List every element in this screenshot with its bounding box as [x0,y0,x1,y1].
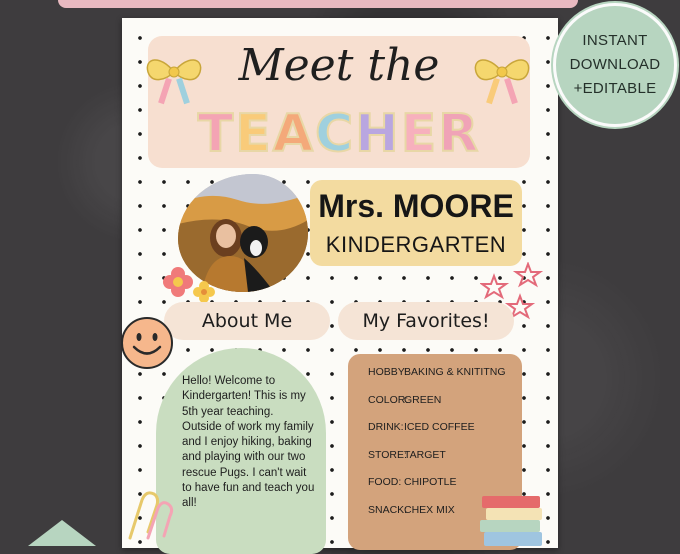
favorite-label: DRINK: [368,421,404,433]
favorite-label: COLOR: [368,393,409,406]
flower-icon [162,262,218,302]
favorite-label: STORE: [368,448,407,461]
teacher-grade: KINDERGARTEN [325,232,507,257]
teacher-letter: H [355,104,401,164]
teacher-name-box [310,180,522,266]
paperclip-icon [120,480,180,540]
favorite-value: ICED COFFEE [404,421,475,433]
favorite-value: TARGET [404,448,446,461]
flyer-page [122,18,558,548]
favorite-value: CHIPOTLE [404,476,457,488]
teacher-letter: E [400,104,439,164]
about-card [156,348,326,554]
favorite-label: HOBBY: [368,366,408,378]
teacher-letter: C [314,104,356,164]
teacher-name: Mrs. MOORE [318,188,514,224]
badge-line-3: +EDITABLE [573,80,657,97]
favorite-row [348,394,522,408]
favorite-value: CHEX MIX [404,503,455,516]
about-me-title: About Me [164,302,330,340]
about-text: Hello! Welcome to Kindergarten! This is my 5th year teaching. Outside of work my family and I enjoy hiking, baking and playing with our two rescue Pugs. I can't wait to have fun and teach you all! [182,375,315,510]
favorite-row [348,421,522,435]
favorite-label: FOOD: [368,476,402,488]
top-strip [58,0,578,8]
books-icon [478,494,548,554]
teacher-letter: T [197,104,236,164]
teacher-letter: E [235,104,273,164]
instant-download-badge [553,3,677,127]
favorite-label: SNACK: [368,503,408,516]
teacher-letter: R [438,104,481,164]
corner-triangle [28,520,96,546]
favorite-row [348,476,522,490]
favorite-value: GREEN [404,393,442,406]
teacher-letter: A [272,104,315,164]
badge-line-1: INSTANT [582,32,648,49]
favorite-value: BAKING & KNITITNG [404,366,506,378]
badge-line-2: DOWNLOAD [569,56,661,73]
favorite-row [348,449,522,463]
header-box [148,36,530,168]
header-meet-the: Meet the [238,40,440,91]
smiley-icon [120,316,174,370]
favorites-title: My Favorites! [338,302,514,340]
favorite-row [348,366,522,380]
header-teacher-word [148,104,530,164]
